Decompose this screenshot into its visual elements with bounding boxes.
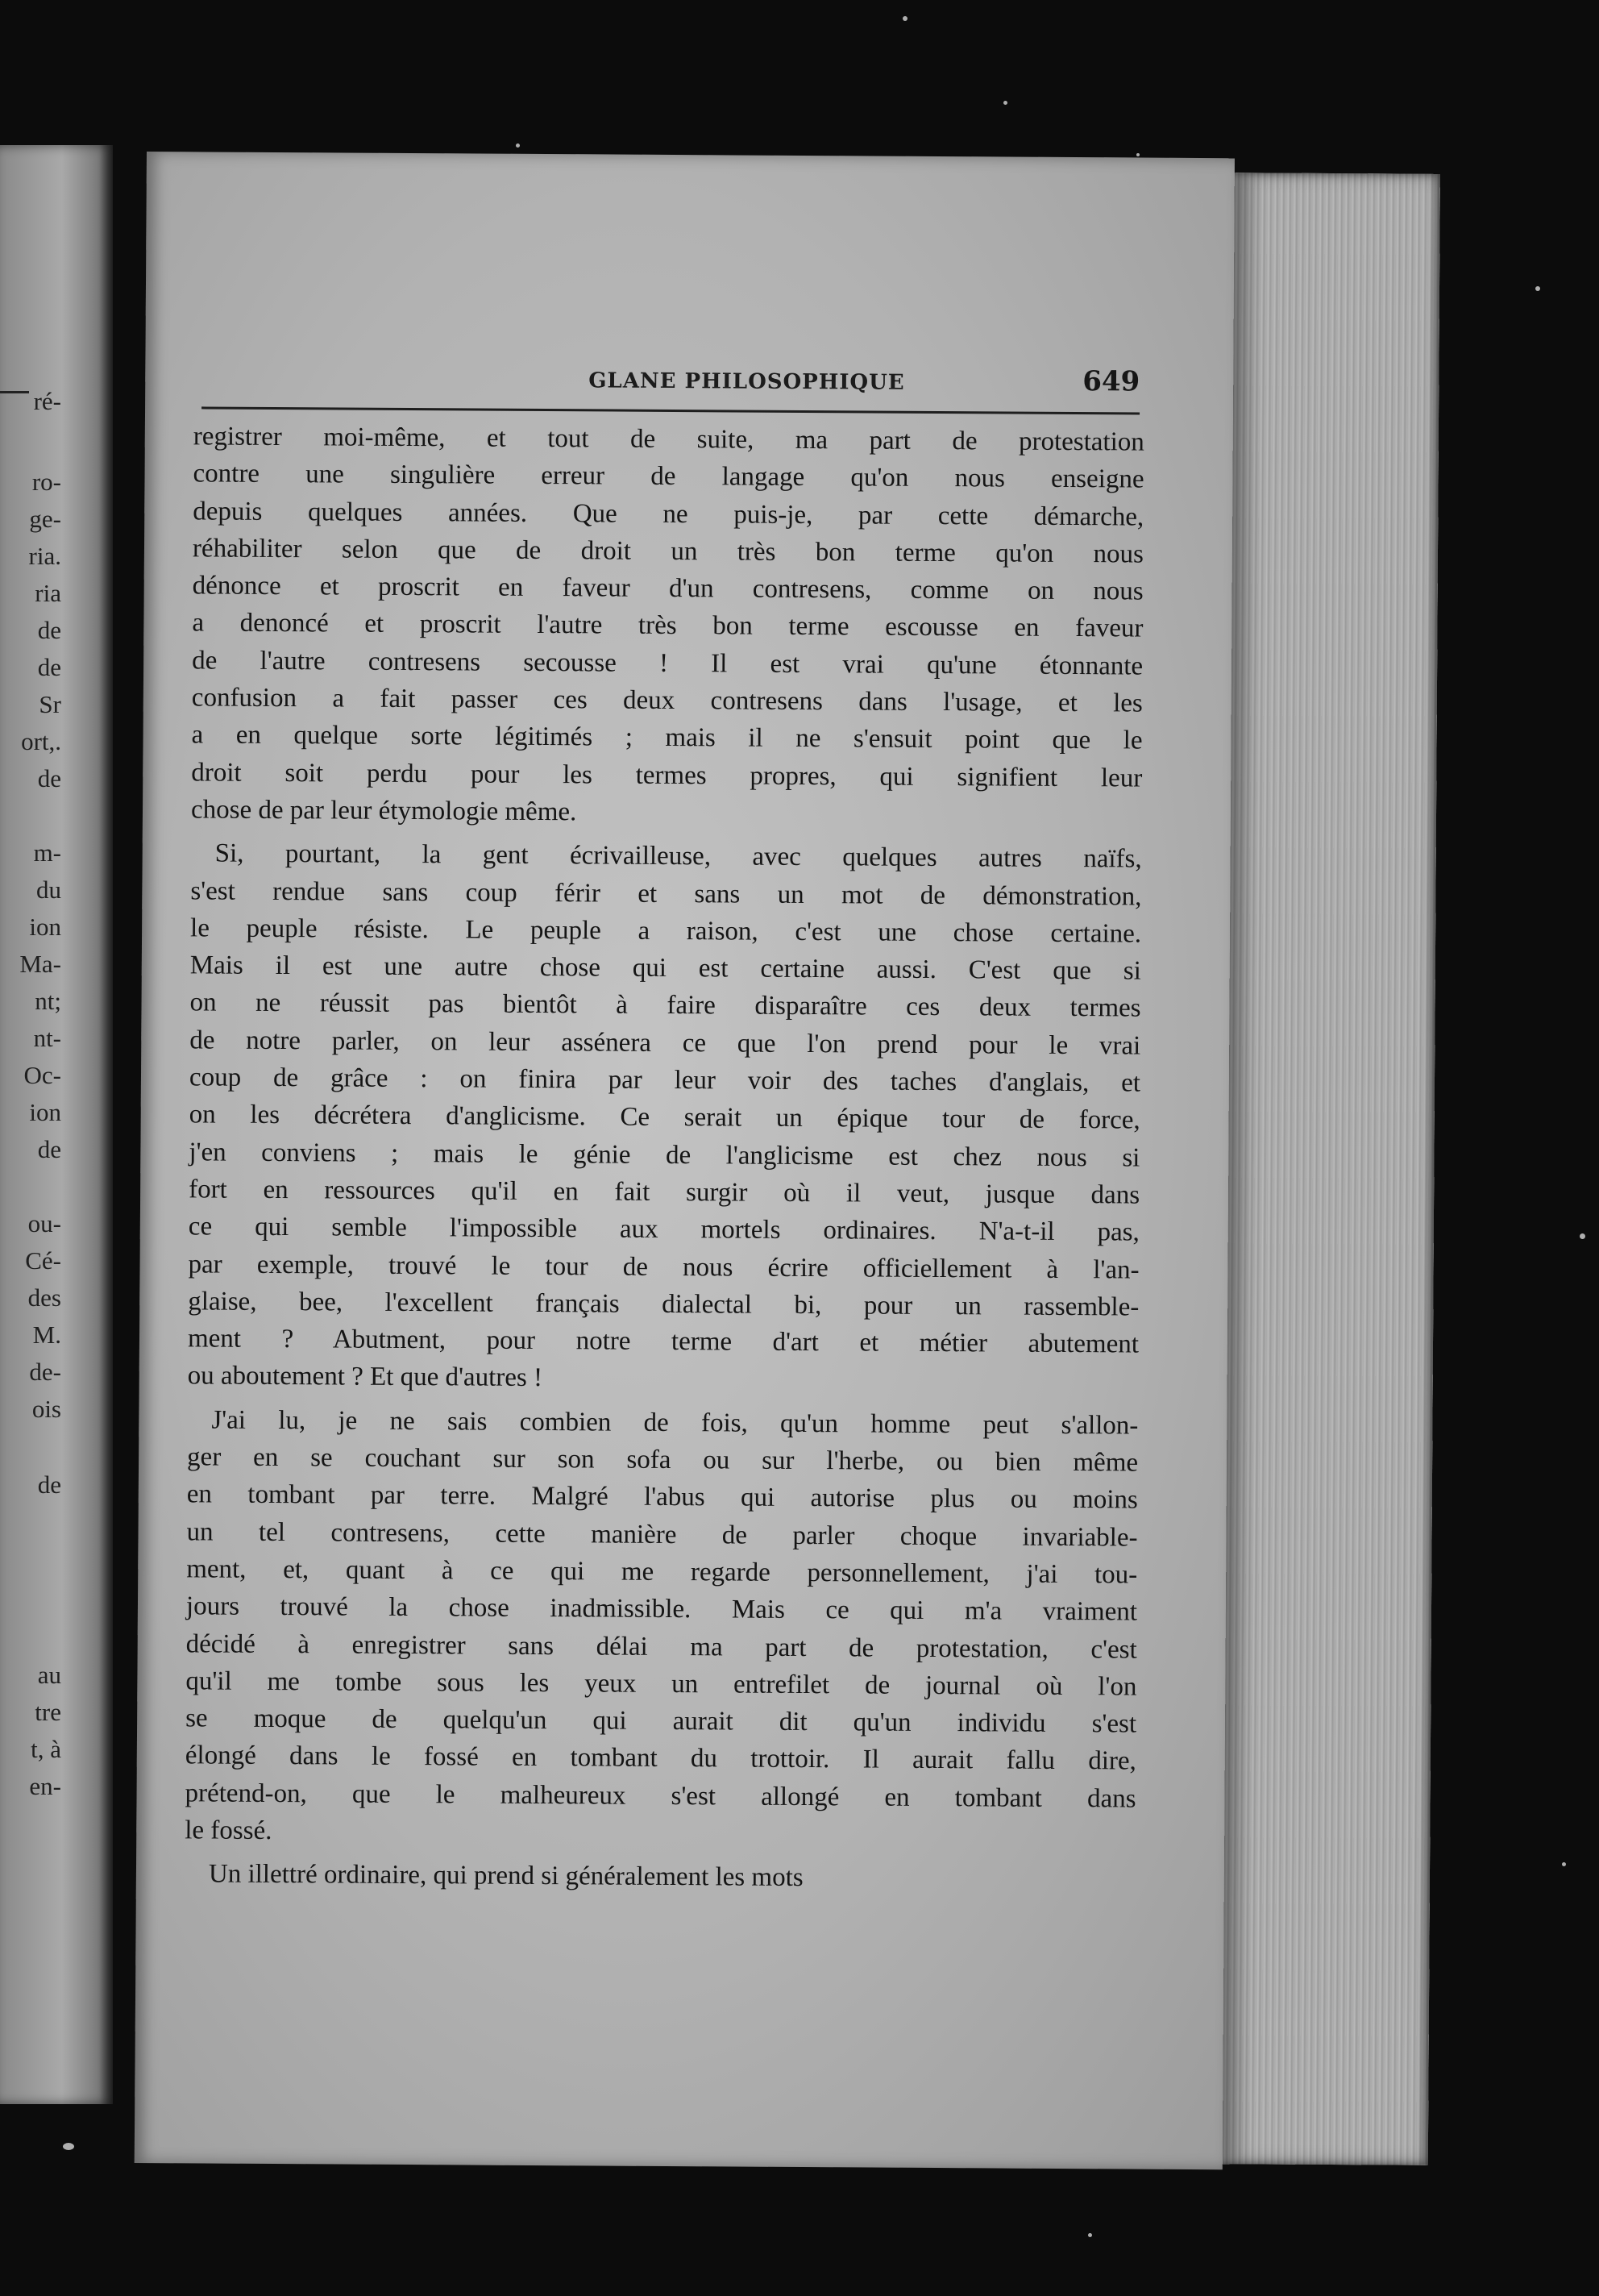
text-line: s'est rendue sans coup férir et sans un mot de démonstration,	[190, 876, 1142, 912]
previous-page-fragment: ou-	[27, 1209, 61, 1237]
previous-page-fragment: Sr	[39, 690, 61, 718]
previous-page-fragment: Cé-	[25, 1246, 61, 1275]
text-line: par exemple, trouvé le tour de nous écrire officiellement à l'an-	[188, 1249, 1140, 1285]
text-line: glaise, bee, l'excellent français dialectal bi, pour un rassemble-	[188, 1287, 1140, 1322]
text-line: on ne réussit pas bientôt à faire disparaître ces deux termes	[189, 988, 1141, 1024]
text-line: a en quelque sorte légitimés ; mais il ne s'ensuit point que le	[191, 720, 1143, 755]
previous-page-fragment: tre	[35, 1698, 61, 1726]
previous-page-fragment: m-	[33, 838, 61, 867]
previous-page-fragment: ré-	[33, 387, 61, 415]
dust-speck	[1003, 101, 1007, 105]
page-edges	[1223, 173, 1440, 2165]
text-line: prétend-on, que le malheureux s'est allongé en tombant dans	[185, 1778, 1136, 1814]
header-rule	[201, 406, 1140, 414]
text-line: droit soit perdu pour les termes propres, qui signifient leur	[191, 758, 1143, 793]
text-line: fort en ressources qu'il en fait surgir où il veut, jusque dans	[189, 1175, 1140, 1210]
text-line: se moque de quelqu'un qui aurait dit qu'un individu s'est	[185, 1703, 1137, 1739]
body-text	[185, 418, 1144, 1899]
previous-page	[0, 145, 113, 2104]
text-line: ou aboutement ? Et que d'autres !	[187, 1361, 543, 1393]
paragraph	[191, 418, 1144, 834]
previous-page-fragment: de	[37, 1135, 61, 1163]
paragraph	[185, 1401, 1138, 1855]
paragraph	[188, 835, 1142, 1401]
text-line: décidé à enregistrer sans délai ma part de protestation, c'est	[185, 1628, 1137, 1665]
previous-page-fragment: de	[37, 653, 61, 681]
previous-page-fragment: t, à	[31, 1735, 61, 1763]
previous-page-fragment: de	[37, 616, 61, 644]
text-line: élongé dans le fossé en tombant du trottoir. Il aurait fallu dire,	[185, 1741, 1136, 1776]
text-line: ment, et, quant à ce qui me regarde personnellement, j'ai tou-	[186, 1554, 1138, 1590]
text-line: en tombant par terre. Malgré l'abus qui autorise plus ou moins	[186, 1479, 1138, 1515]
text-line: Si, pourtant, la gent écrivailleuse, avec quelques autres naïfs,	[214, 838, 1142, 874]
previous-page-fragment: ion	[29, 1098, 61, 1126]
previous-page-fragment: Ma-	[19, 950, 61, 978]
previous-page-fragment: ion	[29, 913, 61, 941]
page-number: 649	[1082, 365, 1140, 398]
text-line: J'ai lu, je ne sais combien de fois, qu'un homme peut s'allon-	[211, 1405, 1139, 1441]
previous-page-text-fragments	[0, 387, 113, 1999]
dust-speck	[1088, 2233, 1092, 2237]
previous-page-fragment: ois	[31, 1395, 61, 1423]
dust-speck	[903, 16, 907, 21]
previous-page-fragment: ge-	[29, 505, 61, 533]
previous-page-fragment: des	[27, 1283, 61, 1312]
text-line: Un illettré ordinaire, qui prend si généralement les mots	[208, 1859, 804, 1893]
text-line: le fossé.	[185, 1816, 272, 1845]
dust-speck	[63, 2143, 74, 2150]
text-line: contre une singulière erreur de langage qu'on nous enseigne	[193, 459, 1144, 494]
previous-page-fragment: Oc-	[23, 1061, 61, 1089]
text-line: jours trouvé la chose inadmissible. Mais ce qui m'a vraiment	[185, 1591, 1138, 1627]
previous-page-fragment: de	[37, 1470, 61, 1499]
dust-speck	[1562, 1862, 1566, 1866]
text-line: ger en se couchant sur son sofa ou sur l'herbe, ou bien même	[186, 1442, 1139, 1478]
text-line: de notre parler, on leur assénera ce que l'on prend pour le vrai	[189, 1025, 1141, 1061]
dust-speck	[516, 144, 520, 148]
text-line: depuis quelques années. Que ne puis-je, par cette démarche,	[193, 496, 1144, 532]
previous-page-fragment: en-	[29, 1772, 61, 1800]
previous-page-fragment: de	[37, 764, 61, 792]
text-line: registrer moi-même, et tout de suite, ma part de protestation	[193, 422, 1144, 457]
running-title: GLANE PHILOSOPHIQUE	[588, 368, 905, 395]
text-line: a denoncé et proscrit l'autre très bon terme escousse en faveur	[192, 608, 1144, 644]
dust-speck	[1535, 286, 1540, 291]
text-line: Mais il est une autre chose qui est certaine aussi. C'est que si	[189, 950, 1141, 986]
dust-speck	[1136, 153, 1140, 156]
previous-page-fragment: de-	[29, 1358, 61, 1386]
text-line: réhabiliter selon que de droit un très bon terme qu'on nous	[192, 534, 1144, 569]
previous-page-fragment: M.	[32, 1321, 61, 1349]
page	[135, 152, 1235, 2169]
book	[135, 152, 1440, 2171]
paragraph	[185, 1856, 1136, 1899]
text-line: on les décrétera d'anglicisme. Ce serait un épique tour de force,	[189, 1100, 1140, 1135]
previous-page-fragment: ria	[35, 579, 61, 607]
text-line: confusion a fait passer ces deux contresens dans l'usage, et les	[191, 683, 1143, 718]
text-line: j'en conviens ; mais le génie de l'anglicisme est chez nous si	[189, 1137, 1140, 1173]
text-line: ce qui semble l'impossible aux mortels ordinaires. N'a-t-il pas,	[188, 1212, 1140, 1247]
text-line: un tel contresens, cette manière de parler choque invariable-	[186, 1516, 1138, 1553]
previous-page-fragment: ort,.	[21, 727, 61, 755]
text-line: qu'il me tombe sous les yeux un entrefilet de journal où l'on	[185, 1666, 1137, 1702]
previous-page-fragment: ro-	[31, 468, 61, 496]
dust-speck	[1580, 1233, 1585, 1239]
text-line: le peuple résiste. Le peuple a raison, c'est une chose certaine.	[190, 913, 1142, 949]
previous-page-fragment: ria.	[28, 542, 61, 570]
previous-page-fragment: nt-	[33, 1024, 61, 1052]
text-line: ment ? Abutment, pour notre terme d'art et métier abutement	[187, 1324, 1140, 1359]
text-line: chose de par leur étymologie même.	[190, 795, 577, 827]
previous-page-fragment: nt;	[35, 987, 61, 1015]
text-line: de l'autre contresens secousse ! Il est vrai qu'une étonnante	[192, 646, 1144, 681]
page-header	[201, 360, 1140, 407]
previous-page-fragment: du	[36, 876, 61, 904]
text-line: coup de grâce : on finira par leur voir des taches d'anglais, et	[189, 1063, 1141, 1098]
text-line: dénonce et proscrit en faveur d'un contresens, comme on nous	[192, 571, 1144, 606]
previous-page-fragment: au	[37, 1661, 61, 1689]
